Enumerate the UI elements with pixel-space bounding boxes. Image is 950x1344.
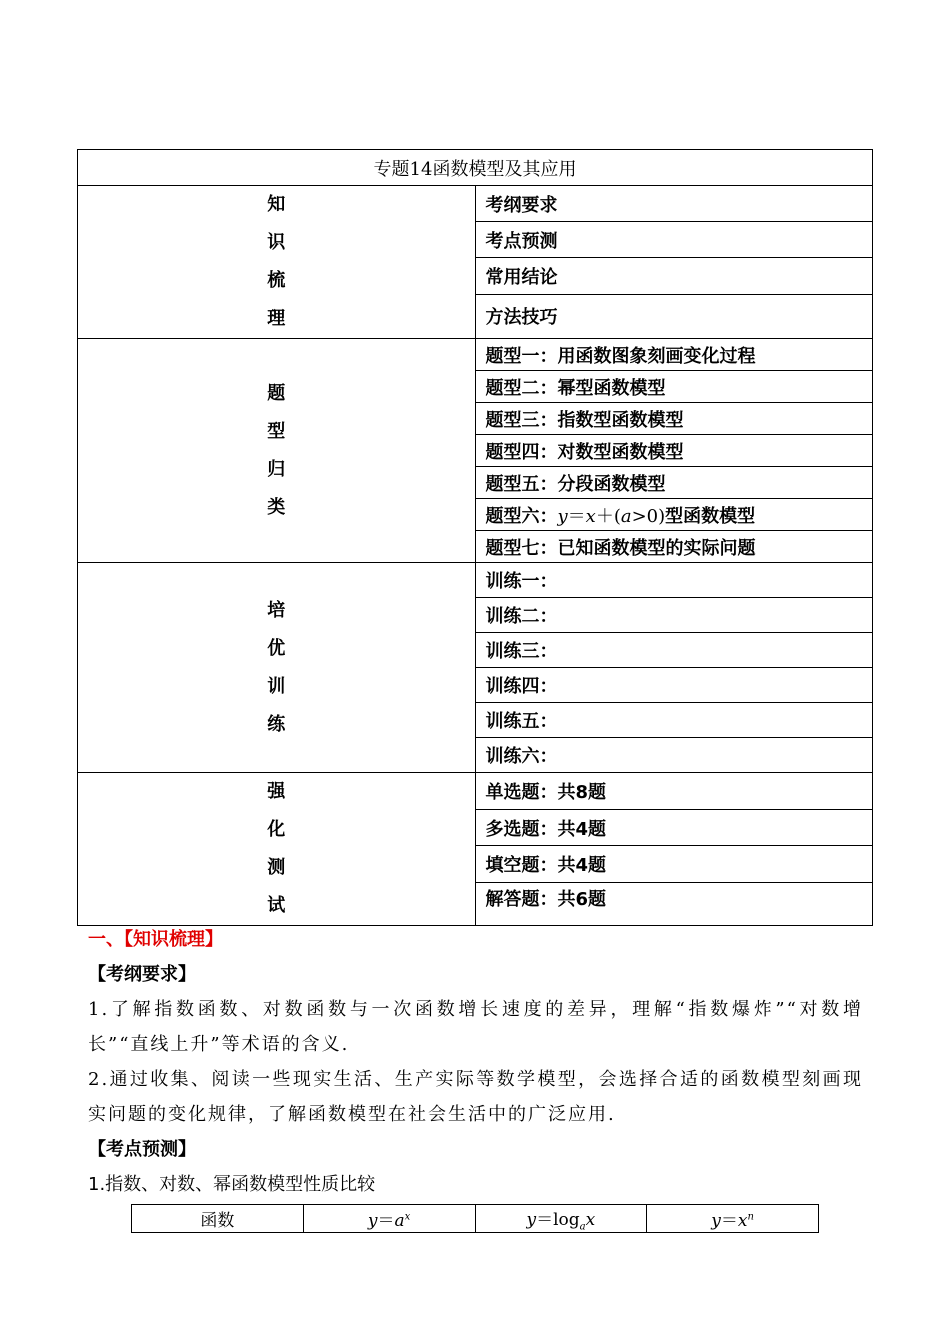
toc-item[interactable]: 题型四：对数型函数模型	[475, 435, 873, 467]
toc-item[interactable]: 常用结论	[475, 258, 873, 294]
toc-item[interactable]: 训练二：	[475, 598, 873, 633]
paragraph: 1.指数、对数、幂函数模型性质比较	[88, 1174, 376, 1195]
section-heading: 一、【知识梳理】	[88, 929, 223, 950]
toc-item[interactable]: 题型一：用函数图象刻画变化过程	[475, 339, 873, 371]
content-body	[88, 922, 863, 1202]
side-types: 题 型 归 类	[78, 339, 476, 563]
toc-item[interactable]: 题型五：分段函数模型	[475, 467, 873, 499]
toc-item[interactable]: 训练四：	[475, 668, 873, 703]
toc-item[interactable]: 题型六：y＝x＋(a>0)型函数模型	[475, 499, 873, 531]
side-test: 强 化 测 试	[78, 773, 476, 926]
toc-item[interactable]: 题型三：指数型函数模型	[475, 403, 873, 435]
toc-item[interactable]: 填空题：共4题	[475, 846, 873, 883]
contents-table	[77, 149, 873, 926]
topic-title: 专题14函数模型及其应用	[78, 150, 873, 186]
toc-item[interactable]: 训练一：	[475, 563, 873, 598]
toc-item[interactable]: 方法技巧	[475, 294, 873, 338]
toc-item[interactable]: 题型七：已知函数模型的实际问题	[475, 531, 873, 563]
comparison-table	[131, 1204, 819, 1233]
toc-item[interactable]: 多选题：共4题	[475, 809, 873, 846]
paragraph: 2.通过收集、阅读一些现实生活、生产实际等数学模型，会选择合适的函数模型刻画现实问题的变化规律，了解函数模型在社会生活中的广泛应用.	[88, 1069, 863, 1125]
table-header-cell: $y=a^x$	[303, 1205, 475, 1233]
toc-item[interactable]: 训练五：	[475, 703, 873, 738]
toc-item[interactable]: 考点预测	[475, 222, 873, 258]
table-header-cell: 函数	[132, 1205, 304, 1233]
table-header-cell: $y=x^n$	[647, 1205, 819, 1233]
sub-heading-requirements: 【考纲要求】	[88, 964, 196, 985]
toc-item[interactable]: 训练六：	[475, 738, 873, 773]
side-knowledge: 知 识 梳 理	[78, 186, 476, 339]
toc-item[interactable]: 解答题：共6题	[475, 883, 873, 926]
toc-item[interactable]: 考纲要求	[475, 186, 873, 222]
toc-item[interactable]: 题型二：幂型函数模型	[475, 371, 873, 403]
toc-item[interactable]: 训练三：	[475, 633, 873, 668]
sub-heading-prediction: 【考点预测】	[88, 1139, 196, 1160]
paragraph: 1.了解指数函数、对数函数与一次函数增长速度的差异，理解“指数爆炸”“对数增长”“直线上升”等术语的含义.	[88, 999, 863, 1055]
toc-item[interactable]: 单选题：共8题	[475, 773, 873, 810]
table-header-cell: $y=\log_ax$	[475, 1205, 647, 1233]
side-training: 培 优 训 练	[78, 563, 476, 773]
